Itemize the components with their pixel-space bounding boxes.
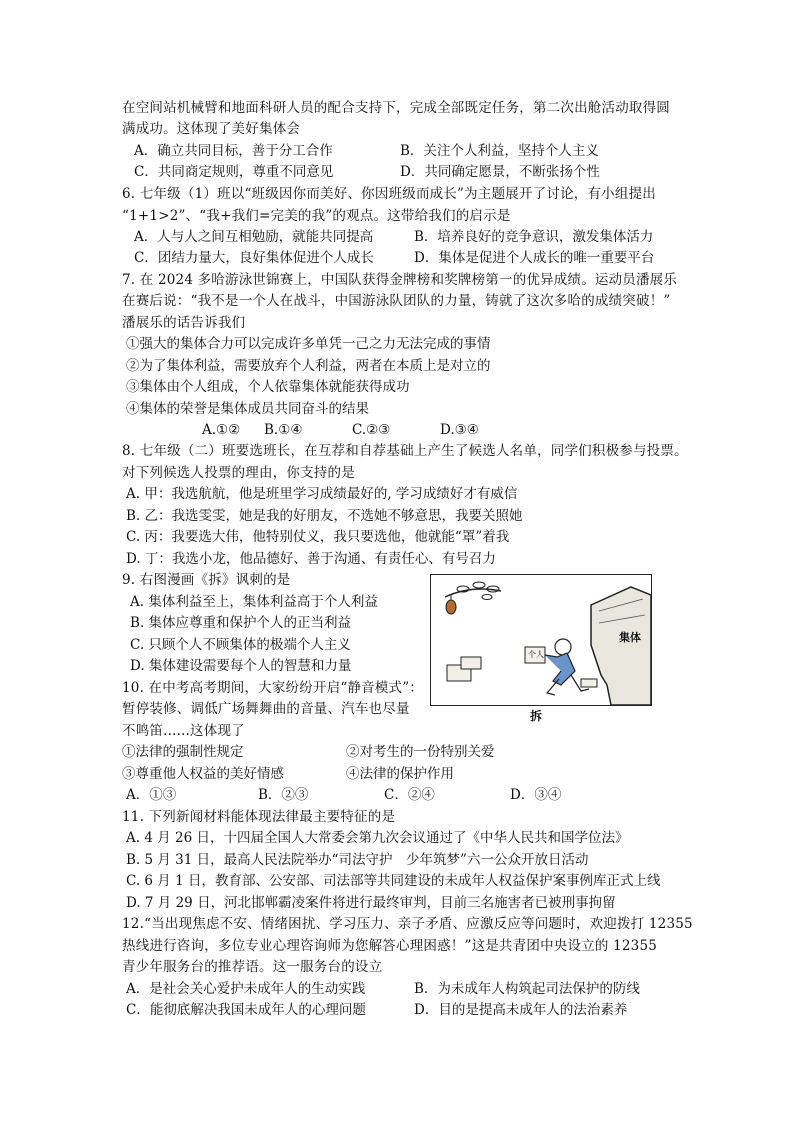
q10-option-c: C．②④ — [384, 787, 435, 803]
q10-statement-1: ①法律的强制性规定 — [122, 744, 244, 760]
q7-stem-line3: 潘展乐的话告诉我们 — [122, 315, 246, 331]
q8-option-b: B. 乙：我选雯雯，她是我的好朋友，不选她不够意思，我要关照她 — [126, 508, 523, 524]
q5-option-b: B．关注个人利益，坚持个人主义 — [400, 143, 599, 159]
q7-statement-4: ④集体的荣誉是集体成员共同奋斗的结果 — [126, 401, 369, 417]
q11-stem: 11. 下列新闻材料能体现法律最主要特征的是 — [122, 809, 396, 825]
q6-stem-line1: 6. 七年级（1）班以“班级因你而美好、你因班级而成长”为主题展开了讨论，有小组提出 — [122, 186, 656, 202]
q7-option-b: B.①④ — [264, 422, 303, 438]
q9-option-b: B. 集体应尊重和保护个人的正当利益 — [130, 615, 352, 631]
q10-statement-4: ④法律的保护作用 — [346, 766, 454, 782]
q12-option-d: D．目的是提高未成年人的法治素养 — [414, 1002, 628, 1018]
q7-statement-1: ①强大的集体合力可以完成许多单凭一己之力无法完成的事情 — [126, 336, 491, 352]
q8-stem-line1: 8. 七年级（二）班要选班长，在互荐和自荐基础上产生了候选人名单，同学们积极参与投票。 — [122, 443, 688, 459]
q12-stem-line2: 热线进行咨询，多位专业心理咨询师为您解答心理困惑！”这是共青团中央设立的 12355 — [122, 938, 658, 954]
q10-option-a: A．①③ — [126, 787, 177, 803]
q9-option-c: C. 只顾个人不顾集体的极端个人主义 — [130, 637, 351, 653]
q12-option-a: A．是社会关心爱护未成年人的生动实践 — [126, 981, 366, 997]
q10-stem-line3: 不鸣笛......这体现了 — [122, 723, 245, 739]
cartoon-illustration — [431, 575, 651, 705]
q6-option-a: A．人与人之间互相勉励，就能共同提高 — [134, 229, 374, 245]
q6-stem-line2: “1+1>2”、“我+我们=完美的我”的观点。这带给我们的启示是 — [122, 208, 511, 224]
q10-stem-line1: 10. 在中考高考期间，大家纷纷开启“静音模式”： — [122, 680, 424, 696]
q5-stem-line2: 满成功。这体现了美好集体会 — [122, 121, 301, 137]
q11-option-a: A. 4 月 26 日，十四届全国人大常委会第九次会议通过了《中华人民共和国学位法》 — [126, 830, 629, 846]
q6-option-d: D．集体是促进个人成长的唯一重要平台 — [414, 250, 655, 266]
q10-stem-line2: 暂停装修、调低广场舞舞曲的音量、汽车也尽量 — [122, 701, 410, 717]
q8-option-c: C. 丙：我要选大伟，他特别仗义，我只要选他，他就能“罩”着我 — [126, 529, 510, 545]
q11-option-d: D. 7 月 29 日，河北邯郸霸凌案件将进行最终审判，目前三名施害者已被刑事拘留 — [126, 895, 616, 911]
q9-cartoon — [430, 574, 652, 706]
q5-option-d: D．共同确定愿景，不断张扬个性 — [400, 164, 600, 180]
q5-stem-line1: 在空间站机械臂和地面科研人员的配合支持下，完成全部既定任务，第二次出舱活动取得圆 — [122, 100, 670, 116]
q5-option-c: C．共同商定规则，尊重不同意见 — [134, 164, 334, 180]
q5-option-a: A．确立共同目标，善于分工合作 — [134, 143, 333, 159]
q6-option-b: B．培养良好的竞争意识，激发集体活力 — [414, 229, 654, 245]
q9-option-a: A. 集体利益至上，集体利益高于个人利益 — [130, 594, 378, 610]
q8-option-d: D. 丁：我选小龙，他品德好、善于沟通、有责任心、有号召力 — [126, 551, 496, 567]
q12-stem-line3: 青少年服务台的推荐语。这一服务台的设立 — [122, 959, 383, 975]
q9-option-d: D. 集体建设需要每个人的智慧和力量 — [130, 658, 352, 674]
q7-option-c: C.②③ — [352, 422, 391, 438]
q7-option-a: A.①② — [202, 422, 241, 438]
cartoon-person-label: 个人 — [528, 650, 544, 659]
q11-option-c: C. 6 月 1 日，教育部、公安部、司法部等共同建设的未成年人权益保护案事例库正式上线 — [126, 873, 661, 889]
q12-stem-line1: 12.“当出现焦虑不安、情绪困扰、学习压力、亲子矛盾、应激反应等问题时，欢迎拨打 12355 — [122, 916, 693, 932]
q11-option-b: B. 5 月 31 日，最高人民法院举办“司法守护 少年筑梦”六一公众开放日活动 — [126, 852, 589, 868]
q7-statement-2: ②为了集体利益，需要放弃个人利益，两者在本质上是对立的 — [126, 358, 491, 374]
q10-statement-2: ②对考生的一份特别关爱 — [346, 744, 495, 760]
cartoon-wall-label: 集体 — [619, 631, 641, 644]
q12-option-b: B．为未成年人构筑起司法保护的防线 — [414, 981, 640, 997]
q7-stem-line2: 在赛后说：“我不是一个人在战斗，中国游泳队团队的力量，铸就了这次多哈的成绩突破！” — [122, 293, 671, 309]
q10-option-d: D．③④ — [510, 787, 562, 803]
q12-option-c: C．能彻底解决我国未成年人的心理问题 — [126, 1002, 366, 1018]
q6-option-c: C．团结力量大，良好集体促进个人成长 — [134, 250, 374, 266]
cartoon-caption: 拆 — [530, 709, 543, 723]
q9-stem: 9. 右图漫画《拆》讽刺的是 — [122, 572, 291, 588]
q8-stem-line2: 对下列候选人投票的理由，你支持的是 — [122, 465, 355, 481]
q7-option-d: D.③④ — [440, 422, 479, 438]
q10-statement-3: ③尊重他人权益的美好情感 — [122, 766, 284, 782]
q7-statement-3: ③集体由个人组成，个人依靠集体就能获得成功 — [126, 379, 410, 395]
q8-option-a: A. 甲：我选航航，他是班里学习成绩最好的, 学习成绩好才有威信 — [126, 486, 518, 502]
q7-stem-line1: 7. 在 2024 多哈游泳世锦赛上，中国队获得金牌榜和奖牌榜第一的优异成绩。运动员潘展乐 — [122, 272, 678, 288]
q10-option-b: B．②③ — [258, 787, 309, 803]
